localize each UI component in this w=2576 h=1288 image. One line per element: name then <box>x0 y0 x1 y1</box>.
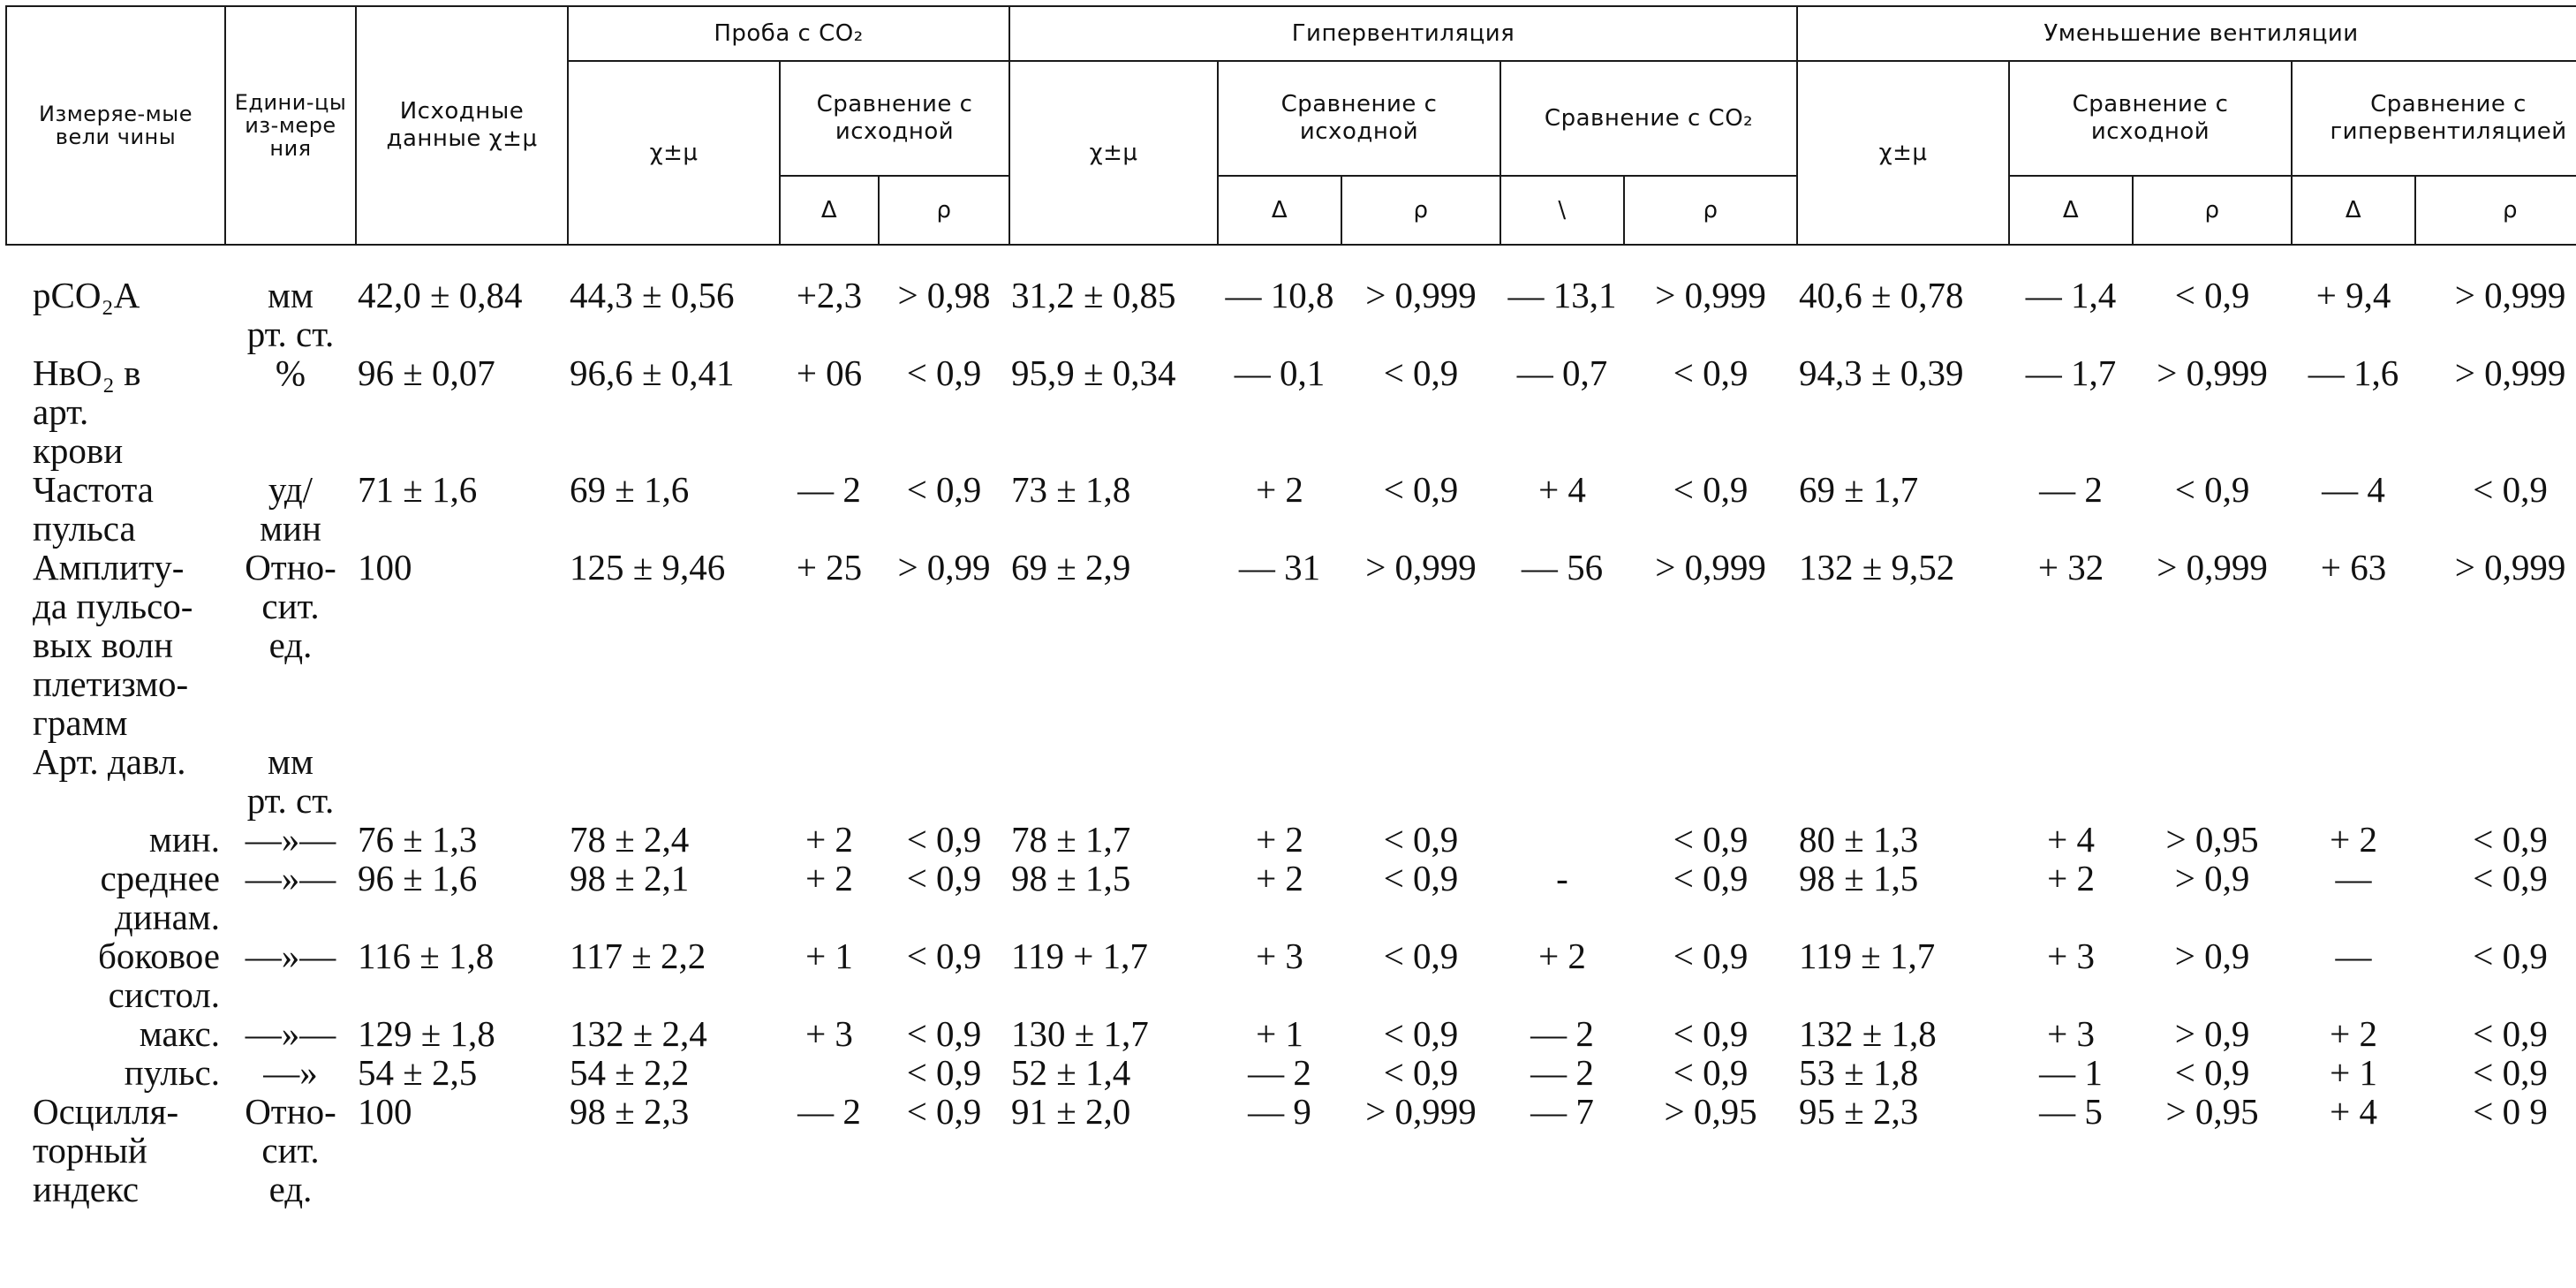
cell-reduced-mean: 132 ± 9,52 <box>1799 547 1955 587</box>
cell-hyper-p: < 0,9 <box>1383 936 1459 976</box>
cell-co2-mean: 132 ± 2,4 <box>570 1013 707 1054</box>
cell-reduced-p: > 0,9 <box>2174 1013 2250 1054</box>
cell-co2-mean: 54 ± 2,2 <box>570 1052 690 1093</box>
table-row <box>6 276 2576 353</box>
cell-hyper-vs-co2-delta: — 2 <box>1530 1052 1594 1093</box>
header-compare-baseline: Сравнение с исходной <box>2009 61 2292 176</box>
cell-hyper-vs-co2-p: > 0,999 <box>1655 275 1766 315</box>
cell-hyper-vs-co2-delta: — 56 <box>1521 547 1604 587</box>
cell-co2-p: < 0,9 <box>906 858 982 898</box>
cell-reduced-mean: 119 ± 1,7 <box>1799 936 1936 976</box>
row-label: среднее динам. <box>100 858 220 937</box>
cell-hyper-mean: 119 + 1,7 <box>1011 936 1148 976</box>
cell-co2-p: < 0,9 <box>906 469 982 510</box>
cell-hyper-mean: 95,9 ± 0,34 <box>1011 352 1176 393</box>
cell-baseline: 116 ± 1,8 <box>358 936 495 976</box>
cell-hyper-delta: + 2 <box>1256 819 1303 860</box>
cell-hyper-p <box>1341 742 1500 820</box>
cell-co2-mean: 98 ± 2,1 <box>570 858 690 898</box>
row-unit: —»— <box>245 858 336 898</box>
cell-co2-mean: 44,3 ± 0,56 <box>570 275 735 315</box>
header-group-co2: Проба с CO₂ <box>568 6 1009 61</box>
cell-reduced-vs-hyper-delta: + 2 <box>2330 819 2377 860</box>
cell-reduced-delta: — 1 <box>2039 1052 2103 1093</box>
cell-hyper-vs-co2-p: > 0,95 <box>1664 1091 1757 1132</box>
row-unit: уд/ мин <box>260 469 321 549</box>
row-unit: —»— <box>245 1013 336 1054</box>
cell-co2-p: < 0,9 <box>906 352 982 393</box>
cell-reduced-p <box>2133 742 2292 820</box>
cell-hyper-vs-co2-p: < 0,9 <box>1673 1013 1749 1054</box>
cell-reduced-vs-hyper-p: > 0,999 <box>2454 275 2566 315</box>
cell-reduced-vs-hyper-p: < 0,9 <box>2473 936 2548 976</box>
row-unit: % <box>275 352 306 393</box>
cell-hyper-vs-co2-p: < 0,9 <box>1673 469 1749 510</box>
cell-hyper-mean: 78 ± 1,7 <box>1011 819 1131 860</box>
cell-hyper-vs-co2-delta: — 7 <box>1530 1091 1594 1132</box>
cell-baseline: 76 ± 1,3 <box>358 819 478 860</box>
cell-hyper-p: < 0,9 <box>1383 819 1459 860</box>
cell-reduced-vs-hyper-delta <box>2292 742 2415 820</box>
cell-co2-delta: + 25 <box>796 547 863 587</box>
cell-reduced-mean: 132 ± 1,8 <box>1799 1013 1937 1054</box>
cell-hyper-vs-co2-p <box>1624 742 1797 820</box>
cell-hyper-p: > 0,999 <box>1365 275 1477 315</box>
table-row <box>6 1092 2576 1208</box>
cell-reduced-vs-hyper-delta: + 2 <box>2330 1013 2377 1054</box>
cell-reduced-mean: 40,6 ± 0,78 <box>1799 275 1964 315</box>
cell-reduced-vs-hyper-delta: — 1,6 <box>2308 352 2399 393</box>
cell-co2-delta: +2,3 <box>796 275 863 315</box>
cell-hyper-mean: 130 ± 1,7 <box>1011 1013 1149 1054</box>
cell-hyper-vs-co2-delta <box>1500 742 1624 820</box>
cell-reduced-delta: + 2 <box>2047 858 2095 898</box>
cell-reduced-vs-hyper-p: < 0,9 <box>2473 1052 2548 1093</box>
cell-hyper-vs-co2-delta: — 2 <box>1530 1013 1594 1054</box>
cell-hyper-vs-co2-delta: + 2 <box>1538 936 1586 976</box>
cell-hyper-vs-co2-p: < 0,9 <box>1673 936 1749 976</box>
header-mean: χ±μ <box>1797 61 2009 245</box>
cell-co2-mean <box>568 742 780 820</box>
table-row <box>6 936 2576 1014</box>
cell-baseline: 100 <box>358 547 412 587</box>
cell-hyper-delta: — 31 <box>1238 547 1321 587</box>
cell-reduced-vs-hyper-p: < 0,9 <box>2473 469 2548 510</box>
cell-hyper-vs-co2-p: < 0,9 <box>1673 352 1749 393</box>
cell-hyper-p: < 0,9 <box>1383 858 1459 898</box>
cell-reduced-delta: + 4 <box>2047 819 2095 860</box>
cell-co2-delta: + 1 <box>805 936 853 976</box>
cell-reduced-p: > 0,999 <box>2157 352 2268 393</box>
cell-hyper-delta: + 1 <box>1256 1013 1303 1054</box>
row-unit: Отно- сит. ед. <box>245 1091 336 1209</box>
cell-reduced-vs-hyper-p <box>2415 742 2576 820</box>
cell-baseline: 129 ± 1,8 <box>358 1013 495 1054</box>
cell-reduced-mean: 95 ± 2,3 <box>1799 1091 1919 1132</box>
cell-co2-delta: + 2 <box>805 858 853 898</box>
cell-reduced-vs-hyper-p: > 0,999 <box>2454 352 2566 393</box>
header-delta: Δ <box>2292 176 2415 245</box>
cell-hyper-vs-co2-p: < 0,9 <box>1673 858 1749 898</box>
row-unit: —»— <box>245 936 336 976</box>
table-row <box>6 859 2576 936</box>
cell-baseline: 100 <box>358 1091 412 1132</box>
cell-reduced-vs-hyper-delta: — <box>2335 858 2372 898</box>
table-row <box>6 548 2576 742</box>
cell-reduced-delta: — 2 <box>2039 469 2103 510</box>
header-group-hyperventilation: Гипервентиляция <box>1009 6 1797 61</box>
row-unit: Отно- сит. ед. <box>245 547 336 665</box>
header-group-reduced-ventilation: Уменьшение вентиляции <box>1797 6 2576 61</box>
cell-hyper-vs-co2-delta <box>1500 820 1624 859</box>
cell-co2-delta: + 2 <box>805 819 853 860</box>
cell-hyper-p: < 0,9 <box>1383 352 1459 393</box>
cell-hyper-p: > 0,999 <box>1365 547 1477 587</box>
row-unit: —» <box>263 1052 318 1093</box>
cell-baseline <box>356 742 568 820</box>
header-p: ρ <box>1624 176 1797 245</box>
header-delta: \ <box>1500 176 1624 245</box>
header-compare-hyperventilation: Сравнение с гипервентиляцией <box>2292 61 2576 176</box>
cell-co2-delta <box>780 1053 879 1092</box>
table-row <box>6 1014 2576 1053</box>
cell-reduced-p: < 0,9 <box>2174 469 2250 510</box>
cell-reduced-delta: — 1,4 <box>2025 275 2117 315</box>
cell-reduced-vs-hyper-p: < 0,9 <box>2473 819 2548 860</box>
cell-baseline: 96 ± 1,6 <box>358 858 478 898</box>
cell-co2-mean: 125 ± 9,46 <box>570 547 726 587</box>
cell-baseline: 42,0 ± 0,84 <box>358 275 523 315</box>
cell-reduced-delta: — 5 <box>2039 1091 2103 1132</box>
cell-reduced-vs-hyper-delta: + 63 <box>2320 547 2387 587</box>
cell-hyper-vs-co2-p: < 0,9 <box>1673 819 1749 860</box>
row-label: пульс. <box>124 1052 220 1093</box>
cell-co2-delta: — 2 <box>797 1091 861 1132</box>
cell-reduced-vs-hyper-delta: — <box>2335 936 2372 976</box>
cell-co2-p: < 0,9 <box>906 1091 982 1132</box>
cell-reduced-mean: 98 ± 1,5 <box>1799 858 1919 898</box>
header-compare-baseline: Сравнение с исходной <box>780 61 1009 176</box>
table-row <box>6 1053 2576 1092</box>
cell-reduced-p: > 0,999 <box>2157 547 2268 587</box>
cell-baseline: 71 ± 1,6 <box>358 469 478 510</box>
cell-reduced-p: > 0,9 <box>2174 936 2250 976</box>
cell-reduced-mean: 69 ± 1,7 <box>1799 469 1919 510</box>
table-body <box>6 245 2576 1208</box>
cell-hyper-delta <box>1218 742 1341 820</box>
cell-hyper-mean: 73 ± 1,8 <box>1011 469 1131 510</box>
cell-hyper-vs-co2-delta: + 4 <box>1538 469 1586 510</box>
table-row <box>6 820 2576 859</box>
cell-baseline: 54 ± 2,5 <box>358 1052 478 1093</box>
cell-hyper-vs-co2-delta: — 13,1 <box>1507 275 1617 315</box>
cell-hyper-vs-co2-delta: — 0,7 <box>1516 352 1608 393</box>
row-unit: мм рт. ст. <box>246 741 335 821</box>
cell-hyper-delta: — 10,8 <box>1225 275 1334 315</box>
cell-co2-mean: 78 ± 2,4 <box>570 819 690 860</box>
row-label: НвО₂ в арт. крови <box>33 352 141 471</box>
cell-hyper-delta: — 2 <box>1248 1052 1311 1093</box>
cell-reduced-p: < 0,9 <box>2174 1052 2250 1093</box>
cell-hyper-mean <box>1009 742 1218 820</box>
table-header <box>6 6 2576 245</box>
cell-co2-delta: + 3 <box>805 1013 853 1054</box>
header-p: ρ <box>2415 176 2576 245</box>
cell-co2-p: > 0,98 <box>897 275 991 315</box>
row-label: pCO₂A <box>33 275 140 315</box>
cell-reduced-vs-hyper-delta: + 1 <box>2330 1052 2377 1093</box>
cell-co2-delta: — 2 <box>797 469 861 510</box>
cell-reduced-p: < 0,9 <box>2174 275 2250 315</box>
cell-hyper-vs-co2-delta: - <box>1556 858 1568 898</box>
cell-reduced-vs-hyper-p: < 0,9 <box>2473 1013 2548 1054</box>
cell-co2-mean: 98 ± 2,3 <box>570 1091 690 1132</box>
cell-hyper-p: > 0,999 <box>1365 1091 1477 1132</box>
header-baseline: Исходные данные χ±μ <box>356 6 568 245</box>
cell-reduced-delta: + 3 <box>2047 1013 2095 1054</box>
cell-reduced-delta: + 3 <box>2047 936 2095 976</box>
header-delta: Δ <box>780 176 879 245</box>
row-label: Амплиту- да пульсо- вых волн плетизмо- грамм <box>33 547 193 743</box>
cell-co2-mean: 96,6 ± 0,41 <box>570 352 735 393</box>
cell-hyper-delta: + 2 <box>1256 469 1303 510</box>
header-delta: Δ <box>1218 176 1341 245</box>
header-variable: Измеряе-мые вели чины <box>6 6 225 245</box>
cell-reduced-p: > 0,95 <box>2165 1091 2259 1132</box>
row-label: макс. <box>139 1013 220 1054</box>
cell-hyper-vs-co2-p: > 0,999 <box>1655 547 1766 587</box>
cell-co2-p: < 0,9 <box>906 819 982 860</box>
row-unit: мм рт. ст. <box>246 275 335 354</box>
cell-co2-p: < 0,9 <box>906 936 982 976</box>
cell-reduced-vs-hyper-p: < 0 9 <box>2473 1091 2548 1132</box>
cell-hyper-delta: + 3 <box>1256 936 1303 976</box>
header-mean: χ±μ <box>568 61 780 245</box>
cell-co2-mean: 69 ± 1,6 <box>570 469 690 510</box>
cell-co2-delta <box>780 742 879 820</box>
header-compare-co2: Сравнение с CO₂ <box>1500 61 1797 176</box>
cell-hyper-delta: + 2 <box>1256 858 1303 898</box>
row-label: боковое систол. <box>98 936 220 1015</box>
cell-reduced-vs-hyper-p: < 0,9 <box>2473 858 2548 898</box>
table-row <box>6 470 2576 548</box>
cell-reduced-delta: + 32 <box>2037 547 2104 587</box>
cell-reduced-vs-hyper-p: > 0,999 <box>2454 547 2566 587</box>
row-label: Арт. давл. <box>33 741 186 782</box>
header-mean: χ±μ <box>1009 61 1218 245</box>
data-table <box>5 5 2576 1208</box>
row-label: мин. <box>148 819 220 860</box>
table-row <box>6 353 2576 470</box>
cell-hyper-mean: 98 ± 1,5 <box>1011 858 1131 898</box>
cell-hyper-delta: — 9 <box>1248 1091 1311 1132</box>
cell-co2-p <box>879 742 1009 820</box>
cell-hyper-mean: 91 ± 2,0 <box>1011 1091 1131 1132</box>
cell-reduced-mean: 80 ± 1,3 <box>1799 819 1919 860</box>
cell-hyper-vs-co2-p: < 0,9 <box>1673 1052 1749 1093</box>
cell-hyper-p: < 0,9 <box>1383 469 1459 510</box>
row-label: Осцилля- торный индекс <box>33 1091 179 1209</box>
header-p: ρ <box>2133 176 2292 245</box>
cell-reduced-vs-hyper-delta: + 4 <box>2330 1091 2377 1132</box>
cell-hyper-mean: 69 ± 2,9 <box>1011 547 1131 587</box>
row-label: Частота пульса <box>33 469 154 549</box>
cell-reduced-mean: 94,3 ± 0,39 <box>1799 352 1964 393</box>
cell-co2-mean: 117 ± 2,2 <box>570 936 706 976</box>
cell-reduced-vs-hyper-delta: — 4 <box>2322 469 2385 510</box>
cell-hyper-delta: — 0,1 <box>1234 352 1326 393</box>
header-units: Едини-цы из-мере ния <box>225 6 356 245</box>
header-compare-baseline: Сравнение с исходной <box>1218 61 1500 176</box>
cell-reduced-mean: 53 ± 1,8 <box>1799 1052 1919 1093</box>
header-p: ρ <box>879 176 1009 245</box>
cell-reduced-mean <box>1797 742 2009 820</box>
cell-co2-p: > 0,99 <box>897 547 991 587</box>
cell-co2-p: < 0,9 <box>906 1013 982 1054</box>
cell-reduced-delta <box>2009 742 2133 820</box>
cell-co2-p: < 0,9 <box>906 1052 982 1093</box>
cell-hyper-p: < 0,9 <box>1383 1013 1459 1054</box>
table-row <box>6 742 2576 820</box>
cell-co2-delta: + 06 <box>796 352 863 393</box>
row-unit: —»— <box>245 819 336 860</box>
cell-baseline: 96 ± 0,07 <box>358 352 495 393</box>
cell-reduced-p: > 0,95 <box>2165 819 2259 860</box>
header-p: ρ <box>1341 176 1500 245</box>
document <box>5 5 2571 1208</box>
cell-reduced-delta: — 1,7 <box>2025 352 2117 393</box>
cell-hyper-mean: 31,2 ± 0,85 <box>1011 275 1176 315</box>
cell-reduced-vs-hyper-delta: + 9,4 <box>2315 275 2391 315</box>
cell-hyper-p: < 0,9 <box>1383 1052 1459 1093</box>
header-delta: Δ <box>2009 176 2133 245</box>
cell-reduced-p: > 0,9 <box>2174 858 2250 898</box>
cell-hyper-mean: 52 ± 1,4 <box>1011 1052 1131 1093</box>
